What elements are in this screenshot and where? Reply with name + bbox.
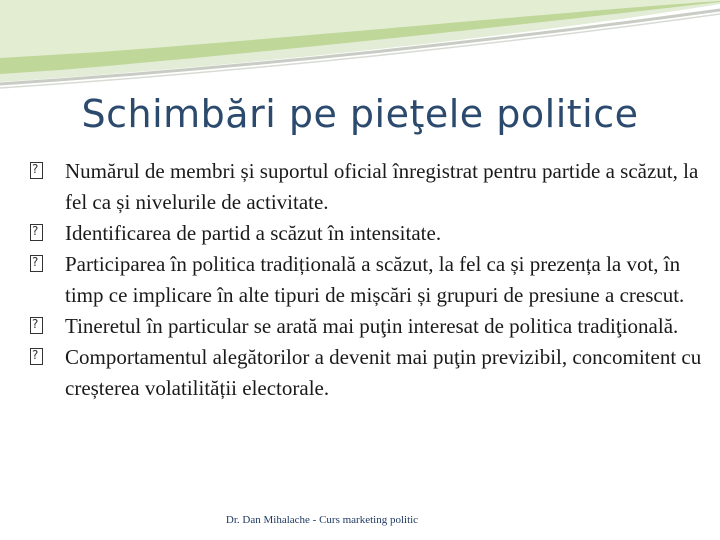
- missing-glyph-bullet-icon: [30, 162, 43, 179]
- list-item: [30, 156, 702, 218]
- header-decoration: [0, 0, 720, 90]
- list-item: [30, 342, 702, 404]
- list-item: [30, 249, 702, 311]
- footer-text: Dr. Dan Mihalache - Curs marketing politic: [225, 514, 419, 526]
- missing-glyph-bullet-icon: [30, 317, 43, 334]
- missing-glyph-bullet-icon: [30, 255, 43, 272]
- list-item: [30, 218, 702, 249]
- bullet-text: Tineretul în particular se arată mai puţin interesat de politica tradiţională.: [65, 314, 679, 338]
- slide-title: Schimbări pe pieţele politice: [81, 92, 639, 136]
- bullet-text: Participarea în politica tradițională a scăzut, la fel ca și prezența la vot, în timp ce implicare în alte tipuri de mișcări și grupuri de presiune a crescut.: [65, 252, 685, 307]
- bullet-text: Numărul de membri și suportul oficial înregistrat pentru partide a scăzut, la fel ca și nivelurile de activitate.: [65, 159, 699, 214]
- bullet-text: Identificarea de partid a scăzut în intensitate.: [65, 221, 442, 245]
- missing-glyph-bullet-icon: [30, 348, 43, 365]
- bullet-list: [30, 156, 702, 404]
- missing-glyph-bullet-icon: [30, 224, 43, 241]
- list-item: [30, 311, 702, 342]
- bullet-text: Comportamentul alegătorilor a devenit mai puţin previzibil, concomitent cu creșterea volatilității electorale.: [65, 345, 702, 400]
